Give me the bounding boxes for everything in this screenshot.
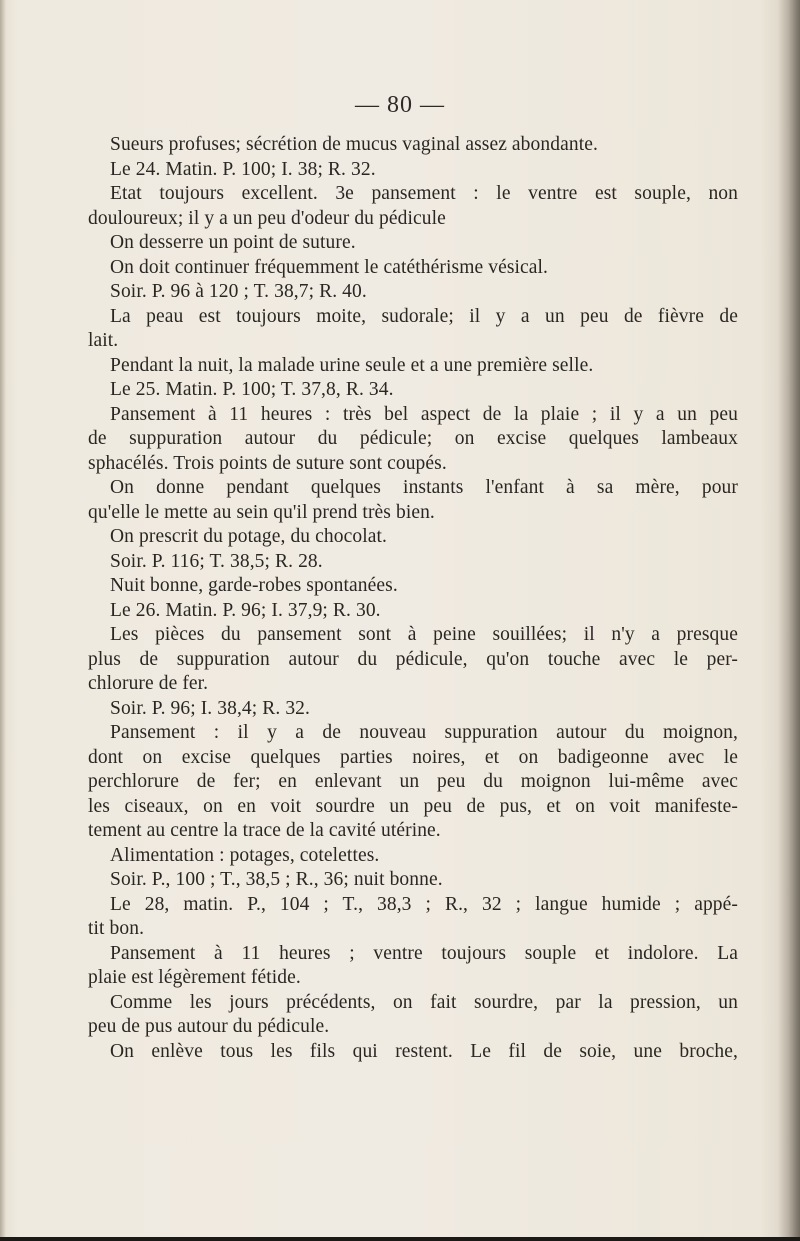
text-line: Sueurs profuses; sécrétion de mucus vaginal assez abondante. <box>110 134 598 155</box>
text-line: tit bon. <box>88 918 145 939</box>
text-line: plus de suppuration autour du pédicule, qu'on touche avec le per- <box>88 648 738 670</box>
text-line: chlorure de fer. <box>88 673 209 694</box>
text-line: dont on excise quelques parties noires, et on badigeonne avec le <box>88 746 738 768</box>
text-line: Soir. P. 116; T. 38,5; R. 28. <box>110 550 323 572</box>
text-line: Pendant la nuit, la malade urine seule et a une première selle. <box>110 354 594 376</box>
text-line: Le 26. Matin. P. 96; I. 37,9; R. 30. <box>110 599 381 621</box>
text-line: On enlève tous les fils qui restent. Le fil de soie, une broche, <box>110 1040 738 1062</box>
text-line: douloureux; il y a un peu d'odeur du pédicule <box>88 207 446 229</box>
text-line: Soir. P. 96 à 120 ; T. 38,7; R. 40. <box>110 281 367 302</box>
text-line: Alimentation : potages, cotelettes. <box>110 844 380 866</box>
text-line: La peau est toujours moite, sudorale; il y a un peu de fièvre de <box>110 305 738 327</box>
text-line: Etat toujours excellent. 3e pansement : le ventre est souple, non <box>110 183 738 204</box>
text-line: Soir. P. 96; I. 38,4; R. 32. <box>110 697 310 719</box>
text-line: On prescrit du potage, du chocolat. <box>110 526 387 547</box>
text-line: Les pièces du pansement sont à peine souillées; il n'y a presque <box>110 624 738 645</box>
page-left-edge <box>0 0 6 1241</box>
text-line: On doit continuer fréquemment le catéthérisme vésical. <box>110 256 549 278</box>
text-line: Soir. P., 100 ; T., 38,5 ; R., 36; nuit bonne. <box>110 869 443 890</box>
text-line: plaie est légèrement fétide. <box>88 967 301 988</box>
text-line: On donne pendant quelques instants l'enfant à sa mère, pour <box>110 477 738 498</box>
text-line: Comme les jours précédents, on fait sourdre, par la pression, un <box>110 991 738 1013</box>
text-line: Pansement à 11 heures : très bel aspect de la plaie ; il y a un peu <box>110 403 738 425</box>
text-line: Le 24. Matin. P. 100; I. 38; R. 32. <box>110 158 376 180</box>
text-line: Pansement : il y a de nouveau suppuration autour du moignon, <box>110 722 738 743</box>
text-line: Pansement à 11 heures ; ventre toujours souple et indolore. La <box>110 942 738 964</box>
text-line: Le 25. Matin. P. 100; T. 37,8, R. 34. <box>110 379 394 400</box>
text-line: sphacélés. Trois points de suture sont coupés. <box>88 452 447 474</box>
text-line: Nuit bonne, garde-robes spontanées. <box>110 575 398 596</box>
text-line: peu de pus autour du pédicule. <box>88 1016 330 1037</box>
text-line: les ciseaux, on en voit sourdre un peu de pus, et on voit manifeste- <box>88 795 738 817</box>
text-line: tement au centre la trace de la cavité utérine. <box>88 820 441 841</box>
page-bottom-edge <box>0 1237 800 1241</box>
text-line: de suppuration autour du pédicule; on excise quelques lambeaux <box>88 428 738 449</box>
text-line: Le 28, matin. P., 104 ; T., 38,3 ; R., 32 ; langue humide ; appé- <box>110 893 738 915</box>
text-line: qu'elle le mette au sein qu'il prend très bien. <box>88 501 435 523</box>
text-line: On desserre un point de suture. <box>110 232 356 253</box>
page-gutter-shadow <box>778 0 800 1241</box>
page-number: — 80 — <box>355 92 445 118</box>
text-line: lait. <box>88 330 119 351</box>
body-text <box>88 133 738 1064</box>
text-line: perchlorure de fer; en enlevant un peu du moignon lui-même avec <box>88 771 738 792</box>
